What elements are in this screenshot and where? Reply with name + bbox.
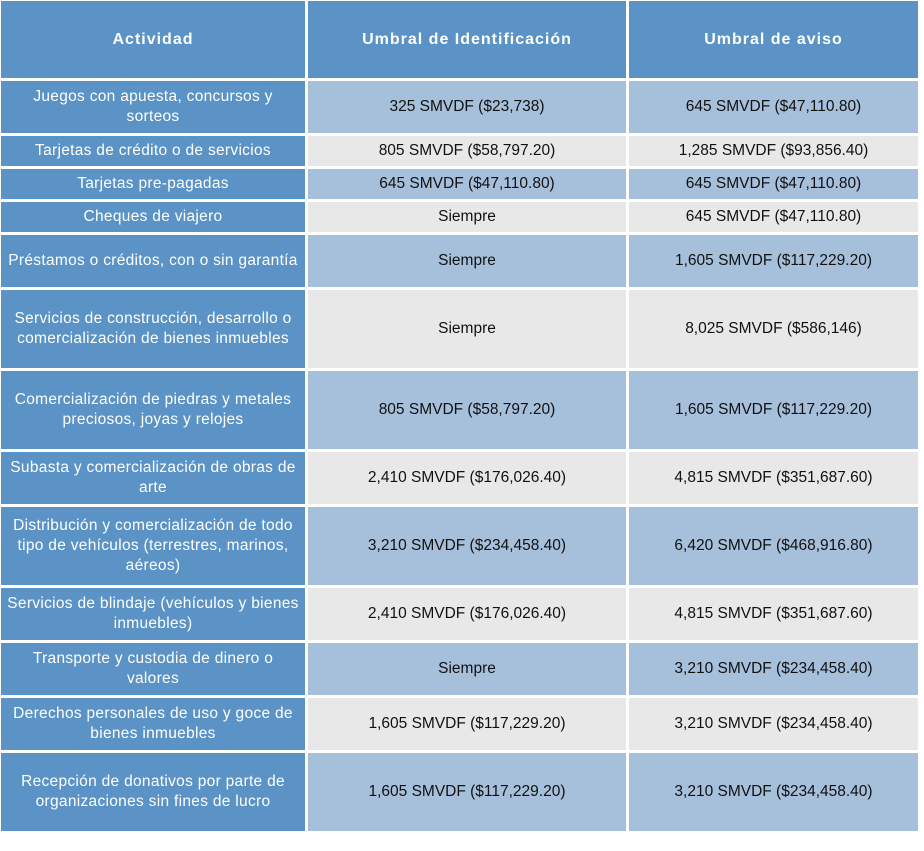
actividad-cell: Derechos personales de uso y goce de bienes inmuebles (1, 698, 305, 750)
aviso-cell: 1,605 SMVDF ($117,229.20) (629, 235, 918, 287)
identificacion-cell: 1,605 SMVDF ($117,229.20) (308, 698, 626, 750)
actividad-cell: Cheques de viajero (1, 202, 305, 232)
aviso-cell: 1,285 SMVDF ($93,856.40) (629, 136, 918, 166)
table-row (1, 588, 918, 640)
actividad-cell: Servicios de blindaje (vehículos y bienes inmuebles) (1, 588, 305, 640)
identificacion-cell: Siempre (308, 235, 626, 287)
aviso-cell: 3,210 SMVDF ($234,458.40) (629, 643, 918, 695)
aviso-cell: 645 SMVDF ($47,110.80) (629, 169, 918, 199)
table-row (1, 202, 918, 232)
actividad-cell: Tarjetas de crédito o de servicios (1, 136, 305, 166)
identificacion-cell: 2,410 SMVDF ($176,026.40) (308, 452, 626, 504)
actividad-cell: Juegos con apuesta, concursos y sorteos (1, 81, 305, 133)
actividad-cell: Subasta y comercialización de obras de arte (1, 452, 305, 504)
table-row (1, 698, 918, 750)
header-row (1, 1, 918, 78)
identificacion-cell: 645 SMVDF ($47,110.80) (308, 169, 626, 199)
actividad-cell: Transporte y custodia de dinero o valores (1, 643, 305, 695)
identificacion-cell: Siempre (308, 643, 626, 695)
header-actividad: Actividad (1, 1, 305, 78)
actividad-cell: Servicios de construcción, desarrollo o comercialización de bienes inmuebles (1, 290, 305, 368)
aviso-cell: 3,210 SMVDF ($234,458.40) (629, 698, 918, 750)
table-row (1, 169, 918, 199)
aviso-cell: 645 SMVDF ($47,110.80) (629, 81, 918, 133)
aviso-cell: 6,420 SMVDF ($468,916.80) (629, 507, 918, 585)
identificacion-cell: 325 SMVDF ($23,738) (308, 81, 626, 133)
actividad-cell: Tarjetas pre-pagadas (1, 169, 305, 199)
identificacion-cell: 805 SMVDF ($58,797.20) (308, 371, 626, 449)
identificacion-cell: 1,605 SMVDF ($117,229.20) (308, 753, 626, 831)
header-umbral-aviso: Umbral de aviso (629, 1, 918, 78)
identificacion-cell: 805 SMVDF ($58,797.20) (308, 136, 626, 166)
table-row (1, 753, 918, 831)
actividad-cell: Distribución y comercialización de todo tipo de vehículos (terrestres, marinos, aéreos) (1, 507, 305, 585)
aviso-cell: 8,025 SMVDF ($586,146) (629, 290, 918, 368)
actividad-cell: Recepción de donativos por parte de organizaciones sin fines de lucro (1, 753, 305, 831)
table-row (1, 235, 918, 287)
actividad-cell: Préstamos o créditos, con o sin garantía (1, 235, 305, 287)
identificacion-cell: 3,210 SMVDF ($234,458.40) (308, 507, 626, 585)
table-row (1, 136, 918, 166)
table-row (1, 81, 918, 133)
identificacion-cell: Siempre (308, 202, 626, 232)
table-row (1, 452, 918, 504)
identificacion-cell: Siempre (308, 290, 626, 368)
table-row (1, 371, 918, 449)
aviso-cell: 3,210 SMVDF ($234,458.40) (629, 753, 918, 831)
table-row (1, 507, 918, 585)
actividad-cell: Comercialización de piedras y metales preciosos, joyas y relojes (1, 371, 305, 449)
table-row (1, 290, 918, 368)
aviso-cell: 4,815 SMVDF ($351,687.60) (629, 452, 918, 504)
identificacion-cell: 2,410 SMVDF ($176,026.40) (308, 588, 626, 640)
table-row (1, 643, 918, 695)
aviso-cell: 1,605 SMVDF ($117,229.20) (629, 371, 918, 449)
header-umbral-identificacion: Umbral de Identificación (308, 1, 626, 78)
aviso-cell: 645 SMVDF ($47,110.80) (629, 202, 918, 232)
aviso-cell: 4,815 SMVDF ($351,687.60) (629, 588, 918, 640)
